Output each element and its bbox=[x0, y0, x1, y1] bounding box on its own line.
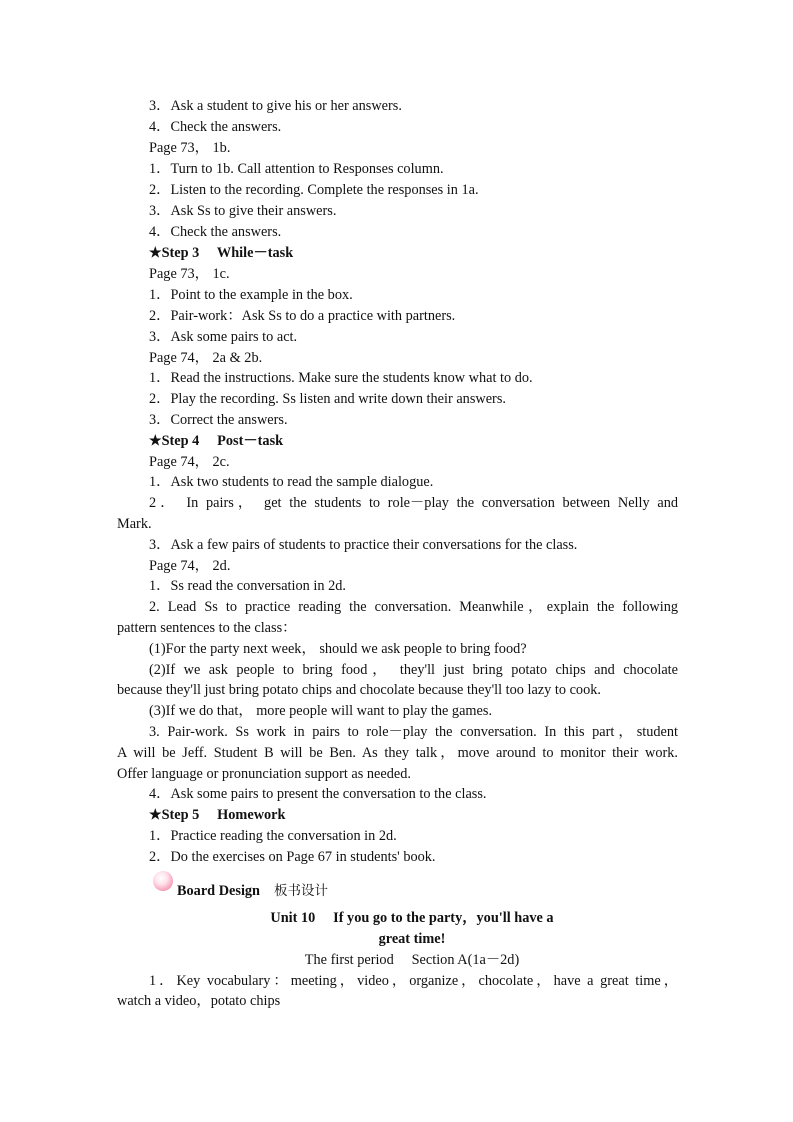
1b-item-4: 4．Check the answers. bbox=[149, 224, 282, 240]
1b-item-3: 3．Ask Ss to give their answers. bbox=[149, 203, 337, 219]
2ab-item-2: 2．Play the recording. Ss listen and write down their answers. bbox=[149, 391, 506, 407]
1b-item-1: 1．Turn to 1b. Call attention to Responses column. bbox=[149, 161, 444, 177]
step2-item-3: 3．Ask a student to give his or her answers. bbox=[149, 98, 402, 114]
homework-item-1: 1．Practice reading the conversation in 2d. bbox=[149, 828, 397, 844]
2d-item-3-line2: A will be Jeff. Student B will be Ben. As they talk，move around to monitor their work. bbox=[117, 745, 678, 761]
homework-item-2: 2．Do the exercises on Page 67 in students' book. bbox=[149, 849, 436, 865]
1b-item-2: 2．Listen to the recording. Complete the responses in 1a. bbox=[149, 182, 479, 198]
pattern-sentence-2-line2: because they'll just bring potato chips and chocolate because they'll too lazy to cook. bbox=[117, 682, 601, 698]
2c-item-2-line1: 2． In pairs， get the students to role－play the conversation between Nelly and bbox=[149, 495, 678, 511]
pattern-sentence-1: (1)For the party next week， should we ask people to bring food? bbox=[149, 641, 527, 657]
2d-item-2-line2: pattern sentences to the class： bbox=[117, 620, 297, 636]
page-ref-2ab: Page 74， 2a & 2b. bbox=[149, 350, 263, 366]
pattern-sentence-2-line1: (2)If we ask people to bring food， they'll just bring potato chips and chocolate bbox=[149, 662, 678, 678]
page-ref-1c: Page 73， 1c. bbox=[149, 266, 230, 282]
star-icon: ★ bbox=[149, 808, 162, 823]
step4-heading: ★Step 4 Post－task bbox=[149, 433, 284, 449]
2ab-item-3: 3．Correct the answers. bbox=[149, 412, 288, 428]
pattern-sentence-3: (3)If we do that， more people will want to play the games. bbox=[149, 703, 493, 719]
2d-item-3-line3: Offer language or pronunciation support as needed. bbox=[117, 766, 411, 782]
step2-item-4: 4．Check the answers. bbox=[149, 119, 282, 135]
1c-item-2: 2．Pair-work：Ask Ss to do a practice with partners. bbox=[149, 308, 456, 324]
pink-bullet-icon bbox=[153, 871, 173, 891]
2c-item-3: 3．Ask a few pairs of students to practice their conversations for the class. bbox=[149, 537, 578, 553]
page-ref-2d: Page 74， 2d. bbox=[149, 558, 231, 574]
2c-item-2-line2: Mark. bbox=[117, 516, 152, 532]
2c-item-1: 1．Ask two students to read the sample dialogue. bbox=[149, 474, 434, 490]
1c-item-1: 1．Point to the example in the box. bbox=[149, 287, 353, 303]
page-ref-2c: Page 74， 2c. bbox=[149, 454, 230, 470]
2d-item-4: 4．Ask some pairs to present the conversation to the class. bbox=[149, 786, 487, 802]
step3-heading: ★Step 3 While－task bbox=[149, 245, 294, 261]
key-vocabulary-line1: 1．Key vocabulary：meeting，video，organize，chocolate，have a great time， bbox=[149, 973, 678, 989]
board-design-heading: Board Design 板书设计 bbox=[177, 883, 329, 899]
2d-item-2-line1: 2. Lead Ss to practice reading the conversation. Meanwhile，explain the following bbox=[149, 599, 678, 615]
1c-item-3: 3．Ask some pairs to act. bbox=[149, 329, 298, 345]
page-ref-1b: Page 73， 1b. bbox=[149, 140, 231, 156]
star-icon: ★ bbox=[149, 246, 162, 261]
board-title-line1: Unit 10 If you go to the party，you'll have a bbox=[270, 910, 554, 926]
2ab-item-1: 1．Read the instructions. Make sure the students know what to do. bbox=[149, 370, 533, 386]
board-subtitle: The first period Section A(1a－2d) bbox=[304, 952, 520, 968]
2d-item-1: 1．Ss read the conversation in 2d. bbox=[149, 578, 346, 594]
star-icon: ★ bbox=[149, 434, 162, 449]
board-title-line2: great time! bbox=[378, 931, 446, 947]
step5-heading: ★Step 5 Homework bbox=[149, 807, 286, 823]
key-vocabulary-line2: watch a video，potato chips bbox=[117, 993, 281, 1009]
2d-item-3-line1: 3. Pair-work. Ss work in pairs to role－play the conversation. In this part，student bbox=[149, 724, 678, 740]
